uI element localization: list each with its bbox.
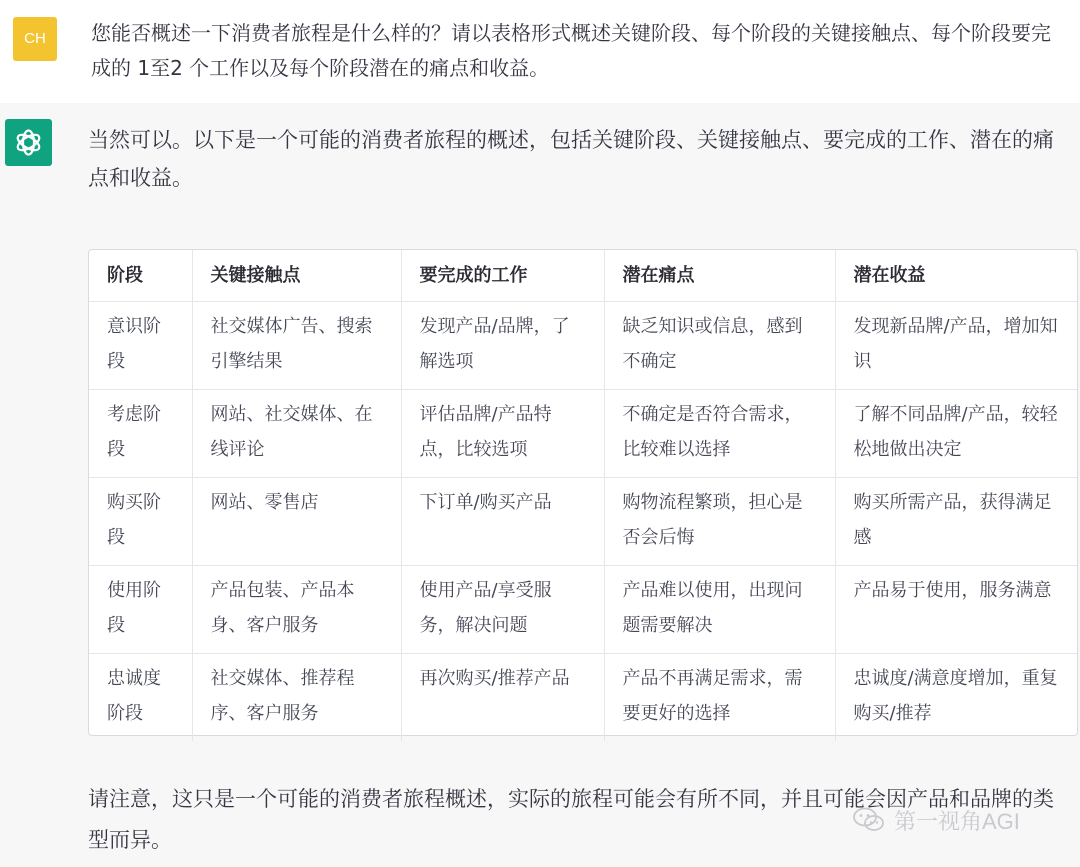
assistant-message-row — [0, 103, 1080, 867]
table-cell: 购买所需产品，获得满足感 — [835, 478, 1077, 566]
table-cell: 社交媒体广告、搜索引擎结果 — [192, 302, 401, 390]
table-row — [89, 478, 1077, 566]
openai-logo-icon — [13, 127, 44, 158]
table-cell: 购买阶段 — [89, 478, 192, 566]
table-header-cell: 要完成的工作 — [401, 250, 604, 302]
table-header-row — [89, 250, 1077, 302]
table-cell: 意识阶段 — [89, 302, 192, 390]
table-row — [89, 566, 1077, 654]
table-cell: 网站、零售店 — [192, 478, 401, 566]
table-header-cell: 阶段 — [89, 250, 192, 302]
assistant-intro-text: 当然可以。以下是一个可能的消费者旅程的概述，包括关键阶段、关键接触点、要完成的工作、潜在的痛点和收益。 — [88, 128, 1054, 190]
user-avatar: CH — [13, 17, 57, 61]
table-cell: 产品包装、产品本身、客户服务 — [192, 566, 401, 654]
table-header-cell: 关键接触点 — [192, 250, 401, 302]
table-cell: 产品易于使用，服务满意 — [835, 566, 1077, 654]
table-cell: 下订单/购买产品 — [401, 478, 604, 566]
table-cell: 使用阶段 — [89, 566, 192, 654]
table-cell: 产品不再满足需求，需要更好的选择 — [604, 654, 835, 742]
watermark-text: 第一视角AGI — [894, 808, 1020, 834]
watermark — [852, 804, 1020, 836]
user-message-row — [0, 0, 1080, 103]
table-cell: 发现产品/品牌，了解选项 — [401, 302, 604, 390]
table-cell: 评估品牌/产品特点，比较选项 — [401, 390, 604, 478]
table-header-cell: 潜在痛点 — [604, 250, 835, 302]
table-header-cell: 潜在收益 — [835, 250, 1077, 302]
user-message-text: 您能否概述一下消费者旅程是什么样的？请以表格形式概述关键阶段、每个阶段的关键接触点、每个阶段要完成的 1至2 个工作以及每个阶段潜在的痛点和收益。 — [91, 21, 1051, 80]
table-cell: 考虑阶段 — [89, 390, 192, 478]
table-cell: 产品难以使用，出现问题需要解决 — [604, 566, 835, 654]
table-row — [89, 302, 1077, 390]
table-cell: 网站、社交媒体、在线评论 — [192, 390, 401, 478]
table-cell: 忠诚度阶段 — [89, 654, 192, 742]
table-cell: 购物流程繁琐，担心是否会后悔 — [604, 478, 835, 566]
assistant-avatar — [5, 119, 52, 166]
table-cell: 使用产品/享受服务，解决问题 — [401, 566, 604, 654]
table-cell: 了解不同品牌/产品，较轻松地做出决定 — [835, 390, 1077, 478]
table-cell: 缺乏知识或信息，感到不确定 — [604, 302, 835, 390]
table-cell: 不确定是否符合需求，比较难以选择 — [604, 390, 835, 478]
table-cell: 再次购买/推荐产品 — [401, 654, 604, 742]
wechat-icon — [852, 806, 886, 834]
table-cell: 发现新品牌/产品，增加知识 — [835, 302, 1077, 390]
table-cell: 社交媒体、推荐程序、客户服务 — [192, 654, 401, 742]
table-row — [89, 390, 1077, 478]
table-cell: 忠诚度/满意度增加，重复购买/推荐 — [835, 654, 1077, 742]
journey-table — [88, 249, 1078, 736]
table-row — [89, 654, 1077, 742]
assistant-note-text: 请注意，这只是一个可能的消费者旅程概述，实际的旅程可能会有所不同，并且可能会因产品和品牌的类型而异。 — [88, 787, 1054, 852]
